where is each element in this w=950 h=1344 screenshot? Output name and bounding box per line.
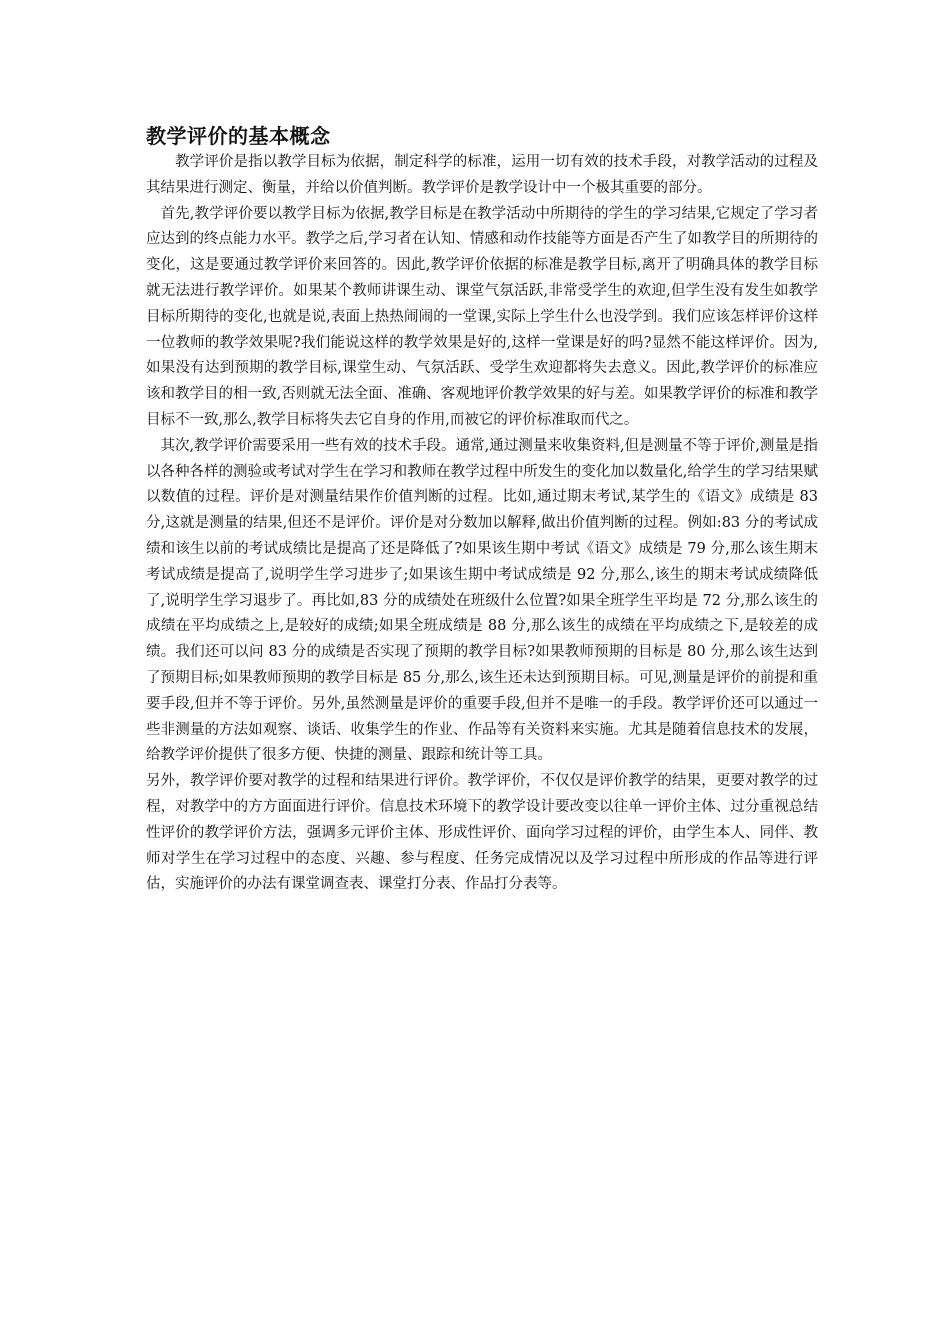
paragraph-first-point: 首先,教学评价要以教学目标为依据,教学目标是在教学活动中所期待的学生的学习结果,它规定了学习者应达到的终点能力水平。教学之后,学习者在认知、情感和动作技能等方面是否产生了如教学目的所期待的变化，这是要通过教学评价来回答的。因此,教学评价依据的标准是教学目标,离开了明确具体的教学目标就无法进行教学评价。如果某个教师讲课生动、课堂气氛活跃,非常受学生的欢迎,但学生没有发生如教学目标所期待的变化,也就是说,表面上热热闹闹的一堂课,实际上学生什么也没学到。我们应该怎样评价这样一位教师的教学效果呢?我们能说这样的教学效果是好的,这样一堂课是好的吗?显然不能这样评价。因为,如果没有达到预期的教学目标,课堂生动、气氛活跃、受学生欢迎都将失去意义。因此,教学评价的标准应该和教学目的相一致,否则就无法全面、准确、客观地评价教学效果的好与差。如果教学评价的标准和教学目标不一致,那么,教学目标将失去它自身的作用,而被它的评价标准取而代之。 xyxy=(146,205,818,428)
document-page xyxy=(146,122,818,898)
paragraph-second-point: 其次,教学评价需要采用一些有效的技术手段。通常,通过测量来收集资料,但是测量不等于评价,测量是指以各种各样的测验或考试对学生在学习和教师在教学过程中所发生的变化加以数量化,给学生的学习结果赋以数值的过程。评价是对测量结果作价值判断的过程。比如,通过期末考试,某学生的《语文》成绩是 83 分,这就是测量的结果,但还不是评价。评价是对分数加以解释,做出价值判断的过程。例如:83 分的考试成绩和该生以前的考试成绩比是提高了还是降低了?如果该生期中考试《语文》成绩是 79 分,那么该生期末考试成绩是提高了,说明学生学习进步了;如果该生期中考试成绩是 92 分,那么,该生的期末考试成绩降低了,说明学生学习退步了。再比如,83 分的成绩处在班级什么位置?如果全班学生平均是 72 分,那么该生的成绩在平均成绩之上,是较好的成绩;如果全班成绩是 88 分,那么该生的成绩在平均成绩之下,是较差的成绩。我们还可以问 83 分的成绩是否实现了预期的教学目标?如果教师预期的目标是 80 分,那么该生达到了预期目标;如果教师预期的教学目标是 85 分,那么,该生还未达到预期目标。可见,测量是评价的前提和重要手段,但并不等于评价。另外,虽然测量是评价的重要手段,但并不是唯一的手段。教学评价还可以通过一些非测量的方法如观察、谈话、收集学生的作业、作品等有关资料来实施。尤其是随着信息技术的发展，给教学评价提供了很多方便、快捷的测量、跟踪和统计等工具。 xyxy=(146,437,818,764)
document-title: 教学评价的基本概念 xyxy=(146,124,331,148)
paragraph-definition: 教学评价是指以教学目标为依据，制定科学的标准，运用一切有效的技术手段，对教学活动的过程及其结果进行测定、衡量，并给以价值判断。教学评价是教学设计中一个极其重要的部分。 xyxy=(146,154,818,196)
paragraph-third-point: 另外，教学评价要对教学的过程和结果进行评价。教学评价，不仅仅是评价教学的结果，更要对教学的过程，对教学中的方方面面进行评价。信息技术环境下的教学设计要改变以往单一评价主体、过分重视总结性评价的教学评价方法，强调多元评价主体、形成性评价、面向学习过程的评价，由学生本人、同伴、教师对学生在学习过程中的态度、兴趣、参与程度、任务完成情况以及学习过程中所形成的作品等进行评估，实施评价的办法有课堂调查表、课堂打分表、作品打分表等。 xyxy=(146,773,818,893)
